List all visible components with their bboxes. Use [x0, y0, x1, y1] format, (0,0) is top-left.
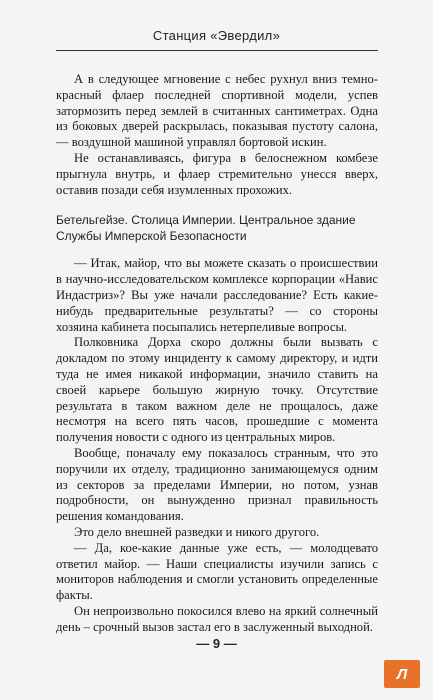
logo-letter: Л [396, 665, 408, 683]
section-heading-line: Бетельгейзе. Столица Империи. Центральное здание [56, 213, 356, 228]
section-heading-line: Службы Имперской Безопасности [56, 229, 247, 244]
paragraph: — Итак, майор, что вы можете сказать о происшествии в научно-исследовательском комплексе корпорации «Навис Индастриз»? Вы уже начали расследование? Есть какие-нибудь предварительные результаты? — со стороны хозяина кабинета посыпались нетерпеливые вопросы. [56, 256, 378, 334]
page-number: — 9 — [196, 636, 237, 651]
paragraph: Он непроизвольно покосился влево на яркий солнечный день – срочный вызов застал его в заслуженный выходной. [56, 603, 378, 634]
paragraph: Не останавливаясь, фигура в белоснежном комбезе прыгнула внутрь, и флаер стремительно унесся вверх, оставив позади себя изумленных прохожих. [56, 150, 378, 197]
publisher-logo-icon [384, 660, 420, 688]
running-header: Станция «Эвердил» [152, 28, 281, 43]
section-heading [56, 212, 378, 244]
paragraph: Полковника Дорха скоро должны были вызвать с докладом по этому инциденту к самому директору, и идти туда не имея никакой информации, значило ставить на своей карьере большую жирную точку. Отсутствие результата в таком важном деле не прощалось, даже несмотря на всего пять часов, прошедшие с момента получения новости с одного из центральных миров. [56, 335, 378, 445]
paragraph: Вообще, поначалу ему показалось странным, что это поручили их отделу, традиционно занимающемуся одним из секторов за пределами Империи, но потом, узнав подробности, он вынужденно признал правильность решения командования. [56, 445, 378, 524]
paragraph: — Да, кое-какие данные уже есть, — молодцевато ответил майор. — Наши специалисты изучили запись с мониторов наблюдения и смогли установить определенные факты. [56, 540, 378, 603]
header-rule [56, 50, 378, 51]
paragraph: Это дело внешней разведки и никого другого. [74, 524, 320, 539]
page-body [56, 72, 378, 636]
paragraph: А в следующее мгновение с небес рухнул вниз темно-красный флаер последней спортивной модели, успев затормозить перед землей в считанных сантиметрах. Одна из боковых дверей раскрылась, показывая пустоту салона, — воздушной машиной управлял бортовой искин. [56, 72, 378, 150]
